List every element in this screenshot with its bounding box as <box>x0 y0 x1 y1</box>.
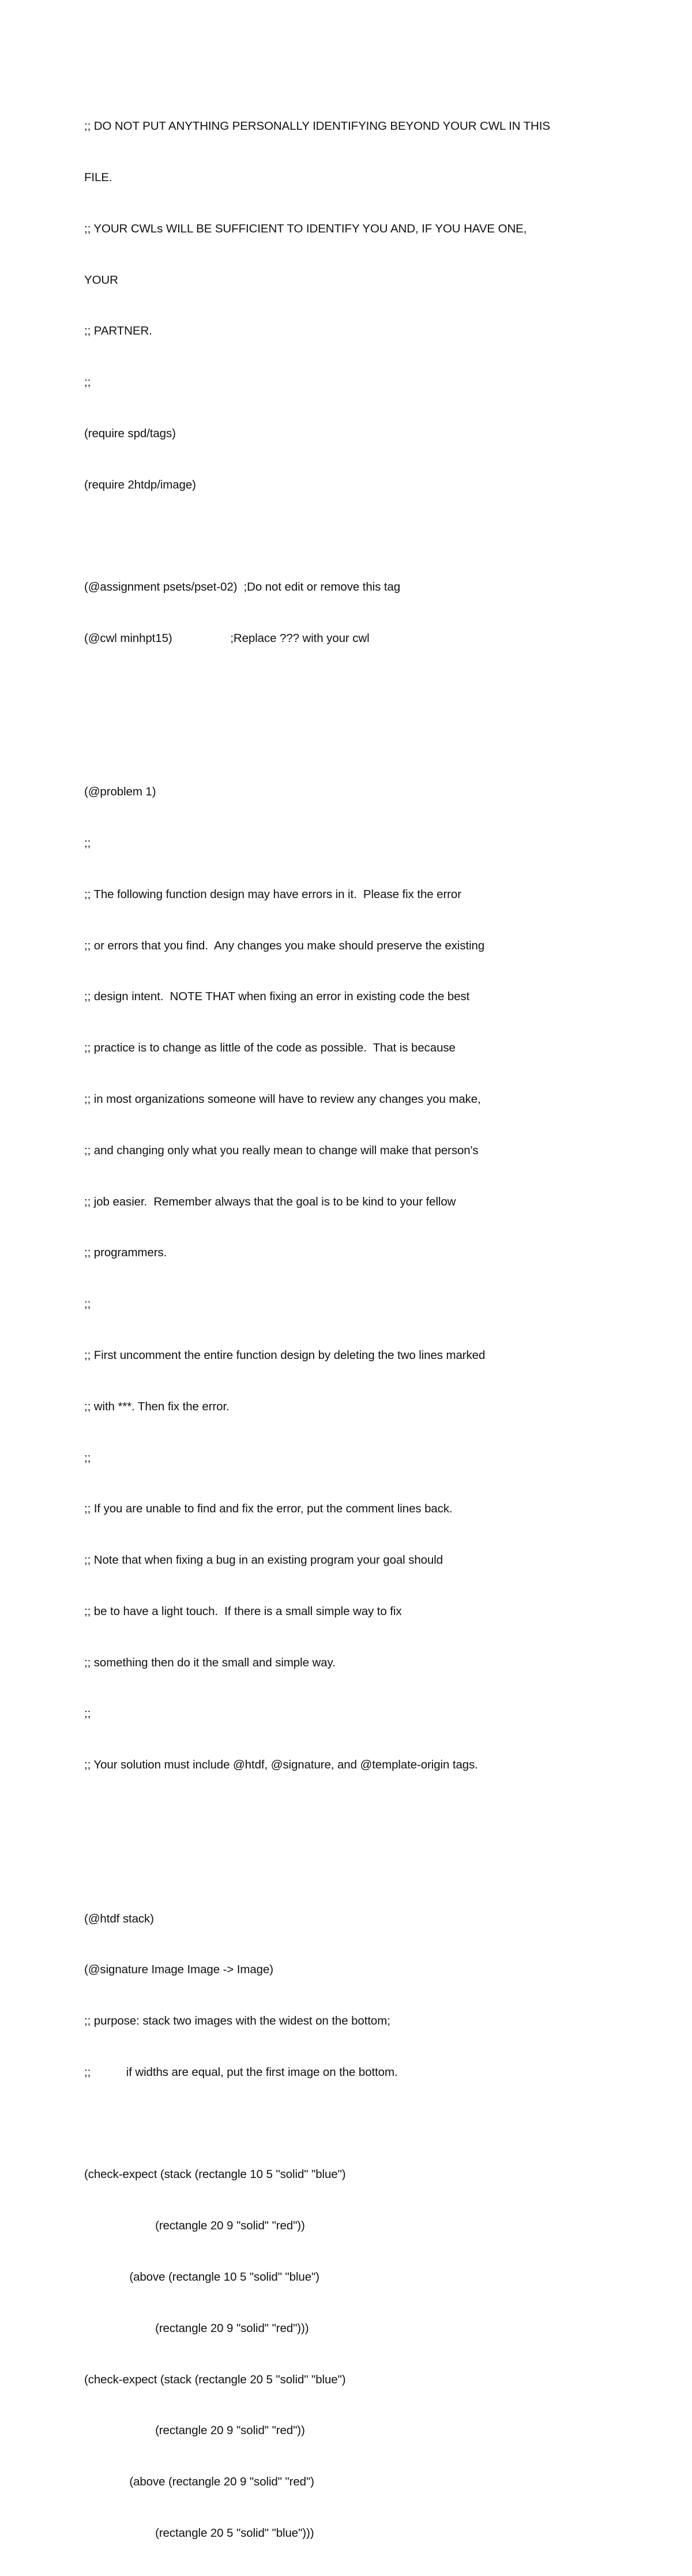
text-line: ;; <box>84 1451 91 1465</box>
text-line: ;; YOUR CWLs WILL BE SUFFICIENT TO IDENTIFY YOU AND, IF YOU HAVE ONE, <box>84 221 527 235</box>
text-line: (require spd/tags) <box>84 426 176 440</box>
text-line: (require 2htdp/image) <box>84 478 196 491</box>
text-line: ;; <box>84 836 91 850</box>
text-line: (@signature Image Image -> Image) <box>84 1963 274 1977</box>
text-line <box>84 733 603 750</box>
text-line: ;; <box>84 1297 91 1311</box>
code-text-block <box>84 84 603 2576</box>
text-line: (@htdf stack) <box>84 1912 154 1925</box>
text-line: ;; if widths are equal, put the first image on the bottom. <box>84 2065 398 2079</box>
text-line <box>84 2115 603 2132</box>
text-line: ;; If you are unable to find and fix the error, put the comment lines back. <box>84 1502 453 1516</box>
text-line: ;; something then do it the small and simple way. <box>84 1655 336 1669</box>
text-line: ;; design intent. NOTE THAT when fixing an error in existing code the best <box>84 990 470 1004</box>
text-line: (rectangle 20 5 "solid" "blue"))) <box>84 2526 314 2540</box>
text-line: ;; with ***. Then fix the error. <box>84 1399 230 1413</box>
text-line <box>84 527 603 545</box>
text-line: ;; PARTNER. <box>84 324 152 338</box>
text-line: (above (rectangle 20 9 "solid" "red") <box>84 2475 314 2489</box>
text-line: ;; <box>84 375 91 389</box>
text-line: ;; purpose: stack two images with the widest on the bottom; <box>84 2014 390 2028</box>
text-line: (@cwl minhpt15) ;Replace ??? with your cwl <box>84 632 370 645</box>
text-line <box>84 1808 603 1825</box>
text-line: ;; <box>84 1707 91 1721</box>
text-line: (check-expect (stack (rectangle 10 5 "solid" "blue") <box>84 2168 346 2181</box>
text-line: (rectangle 20 9 "solid" "red")) <box>84 2424 305 2438</box>
text-line: ;; and changing only what you really mean to change will make that person's <box>84 1143 479 1157</box>
text-line: ;; Note that when fixing a bug in an existing program your goal should <box>84 1553 443 1567</box>
text-line: YOUR <box>84 273 118 287</box>
text-line: ;; programmers. <box>84 1246 167 1260</box>
text-line: ;; or errors that you find. Any changes you make should preserve the existing <box>84 938 485 952</box>
text-line: ;; job easier. Remember always that the goal is to be kind to your fellow <box>84 1195 456 1208</box>
text-line: (@problem 1) <box>84 785 156 799</box>
text-line: (check-expect (stack (rectangle 20 5 "solid" "blue") <box>84 2372 346 2386</box>
text-line: (rectangle 20 9 "solid" "red"))) <box>84 2321 309 2335</box>
text-line: (@assignment psets/pset-02) ;Do not edit or remove this tag <box>84 580 401 594</box>
text-line <box>84 681 603 699</box>
text-line: ;; First uncomment the entire function design by deleting the two lines marked <box>84 1348 486 1362</box>
text-line: ;; be to have a light touch. If there is a small simple way to fix <box>84 1604 402 1618</box>
text-line: FILE. <box>84 170 112 184</box>
text-line: (above (rectangle 10 5 "solid" "blue") <box>84 2270 319 2284</box>
text-line: ;; practice is to change as little of the code as possible. That is because <box>84 1041 456 1055</box>
text-line: (rectangle 20 9 "solid" "red")) <box>84 2219 305 2233</box>
text-line: ;; DO NOT PUT ANYTHING PERSONALLY IDENTIFYING BEYOND YOUR CWL IN THIS <box>84 119 550 133</box>
text-line: ;; The following function design may have errors in it. Please fix the error <box>84 887 461 901</box>
text-line: ;; in most organizations someone will have to review any changes you make, <box>84 1092 481 1106</box>
text-line <box>84 1859 603 1876</box>
text-line: ;; Your solution must include @htdf, @signature, and @template-origin tags. <box>84 1758 478 1772</box>
